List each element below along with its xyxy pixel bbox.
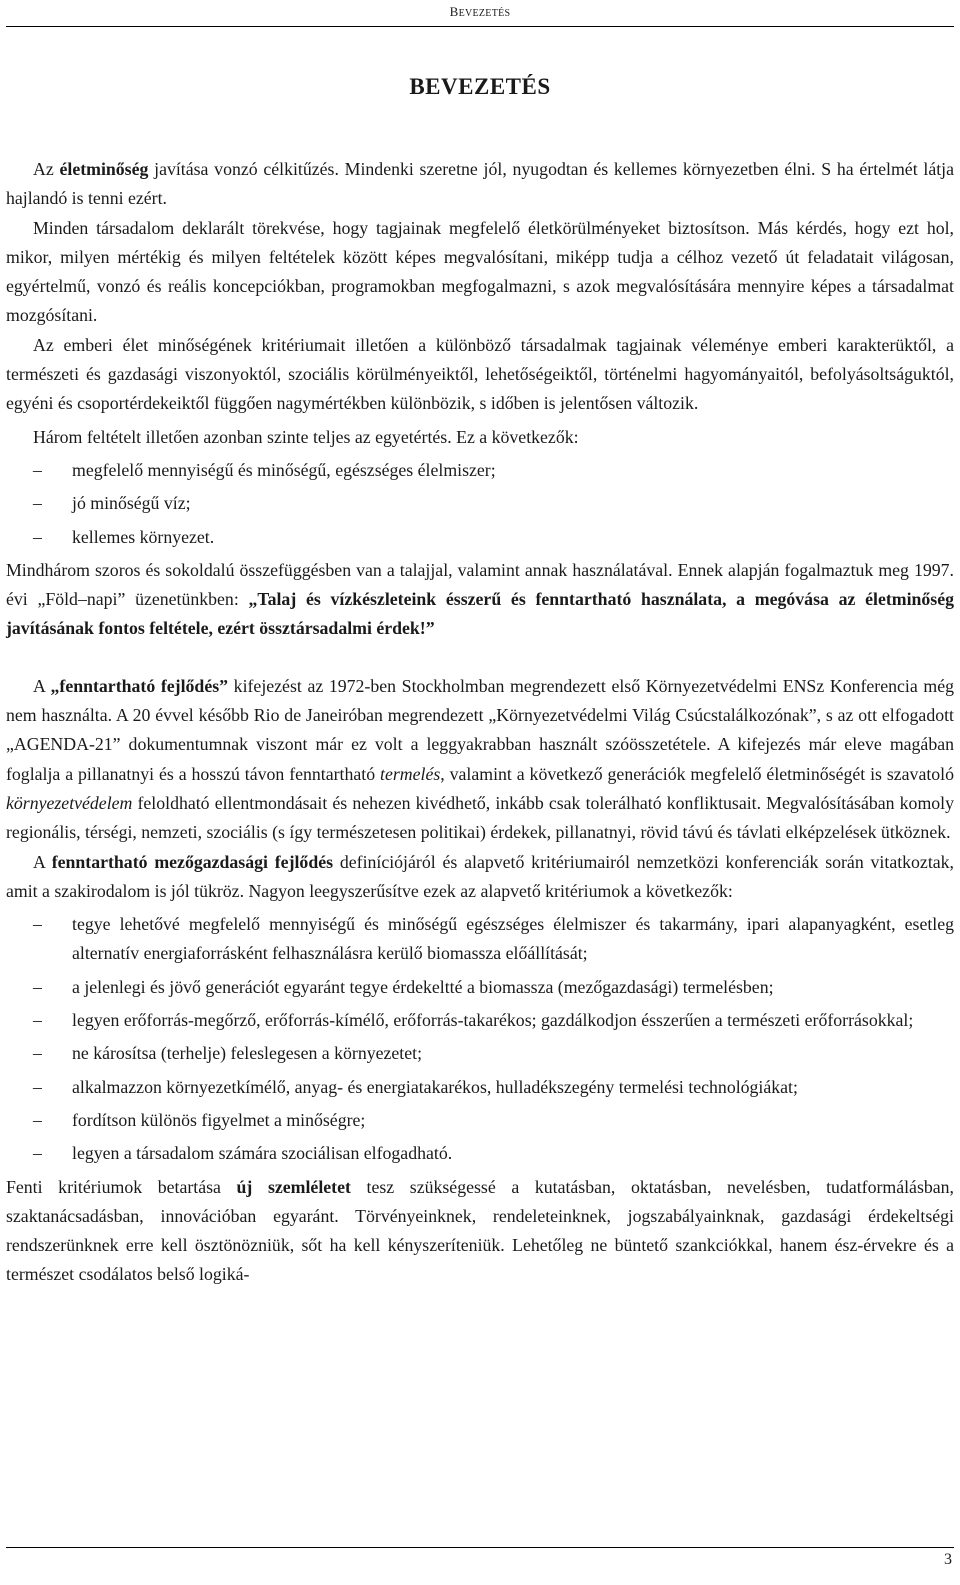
p6-text-e: , valamint a következő generációk megfelelő életminőségét is szavatoló <box>440 763 955 784</box>
list-item <box>6 910 954 969</box>
p6-bold-term: „fenntartható fejlődés” <box>50 675 229 696</box>
dash-bullet: – <box>33 526 42 547</box>
paragraph-1 <box>6 155 954 214</box>
paragraph-8 <box>6 1173 954 1290</box>
paragraph-2: Minden társadalom deklarált törekvése, hogy tagjainak megfelelő életkörülményeket biztosítson. Más kérdés, hogy ezt hol, mikor, milyen mértékig és milyen feltételek között képes megvalósítani, miképp tudja a célhoz vezető út feladatait világosan, egyértelmű, vonzó és reális koncepciókban, programokban megfogalmazni, s azok megvalósítására mennyire képes a társadalmat mozgósítani. <box>6 217 954 326</box>
list-item <box>6 1073 954 1102</box>
p7-bold-term: fenntartható mezőgazdasági fejlődés <box>51 851 334 872</box>
dash-bullet: – <box>33 1109 42 1130</box>
list-item-text: legyen a társadalom számára szociálisan elfogadható. <box>72 1143 453 1164</box>
dash-bullet: – <box>33 1010 42 1031</box>
list-item <box>6 1006 954 1035</box>
p6-italic-kornyezetvedelem: környezetvédelem <box>6 792 133 813</box>
list-item <box>6 456 954 485</box>
dash-bullet: – <box>33 1143 42 1164</box>
running-head <box>0 4 960 20</box>
list-item-text: megfelelő mennyiségű és minőségű, egészséges élelmiszer; <box>72 459 496 480</box>
p5-bold-quote: „Talaj és vízkészleteink ésszerű és fenntartható használata, a megóvása az életminőség javításának fontos feltétele, ezért össztársadalmi érdek!” <box>6 589 954 639</box>
dash-bullet: – <box>33 493 42 514</box>
page-number: 3 <box>944 1551 952 1568</box>
dash-bullet: – <box>33 976 42 997</box>
list-item-text: ne károsítsa (terhelje) feleslegesen a környezetet; <box>72 1043 423 1064</box>
list-item-text: alkalmazzon környezetkímélő, anyag- és energiatakarékos, hulladékszegény termelési technológiákat; <box>72 1076 798 1097</box>
page-title: BEVEZETÉS <box>409 74 551 99</box>
p1-bold-term: életminőség <box>59 159 149 179</box>
dash-bullet: – <box>33 914 42 935</box>
running-head-initial: B <box>449 4 459 19</box>
list-item-text: a jelenlegi és jövő generációt egyaránt tegye érdekeltté a biomassza (mezőgazdasági) termelésben; <box>72 976 774 997</box>
p8-bold-term: új szemléletet <box>236 1176 351 1197</box>
header-rule <box>6 26 954 27</box>
p8-text-a: Fenti kritériumok betartása <box>6 1176 237 1197</box>
list-item <box>6 1139 954 1168</box>
footer-rule <box>6 1547 954 1548</box>
list-item-text: tegye lehetővé megfelelő mennyiségű és minőségű egészséges élelmiszer és takarmány, ipari alapanyagként, esetleg alternatív energiaforrásként felhasználásra kerülő biomassza előállítását; <box>72 914 954 964</box>
body-text <box>6 155 954 1290</box>
dash-bullet: – <box>33 459 42 480</box>
criteria-list <box>6 910 954 1168</box>
paragraph-4: Három feltételt illetően azonban szinte teljes az egyetértés. Ez a következők: <box>33 426 579 447</box>
list-item-text: jó minőségű víz; <box>72 493 191 514</box>
list-item-text: fordítson különös figyelmet a minőségre; <box>72 1109 366 1130</box>
list-item-text: legyen erőforrás-megőrző, erőforrás-kímélő, erőforrás-takarékos; gazdálkodjon ésszerűen a természeti erőforrásokkal; <box>72 1010 914 1031</box>
p7-text-c: definíciójáról és alapvető kritériumairól nemzetközi konferenciák során vitatkoztak, amit a szakirodalom is jól tükröz. Nagyon leegyszerűsítve ezek az alapvető kritériumok a következők: <box>6 851 954 901</box>
p8-text-c: tesz szükségessé a kutatásban, oktatásban, nevelésben, tudatformálásban, szaktanácsadásban, innovációban egyaránt. Törvényeinknek, rendeleteinknek, jogszabályainknak, gazdasági érdekeltségi rendszerünknek erre kell ösztönözniük, sőt ha kell kényszeríteniük. Lehetőleg ne büntető szankciókkal, hanem ész-érvekre és a természet csodálatos belső logiká- <box>6 1176 954 1285</box>
p6-text-a: A <box>33 675 51 696</box>
p5-text: Mindhárom szoros és sokoldalú összefüggésben van a talajjal, valamint annak használatával. Ennek alapján fogalmaztuk meg 1997. évi „Föld–napi” üzenetünkben: <box>6 559 954 610</box>
p6-text-c: kifejezést az 1972-ben Stockholmban megrendezett első Környezetvédelmi ENSz Konferencia még nem használta. A 20 évvel később Rio de Janeiróban megrendezett „Környezetvédelmi Világ Csúcstalálkozónak”, s az ott elfogadott „AGENDA-21” dokumentumnak viszont már ez volt a leggyakrabban használt szóösszetétele. A kifejezés már eleve magában foglalja a pillanatnyi és a hosszú távon fenntartható <box>6 675 954 784</box>
list-item <box>6 973 954 1002</box>
list-item <box>6 1039 954 1068</box>
paragraph-5 <box>6 556 954 644</box>
basic-conditions-list <box>6 456 954 552</box>
list-item <box>6 489 954 518</box>
dash-bullet: – <box>33 1076 42 1097</box>
p6-italic-termeles: termelés <box>380 763 441 784</box>
list-item <box>6 523 954 552</box>
p1-text-a: Az <box>33 159 60 179</box>
p6-text-g: feloldható ellentmondásait és nehezen kivédhető, inkább csak tolerálható konfliktusait. Megvalósításában komoly regionális, térségi, nemzeti, szociális (s így természetesen politikai) érdekek, pillanatnyi, rövid távú és távlati elképzelések ütköznek. <box>6 792 954 843</box>
p1-text-c: javítása vonzó célkitűzés. Mindenki szeretne jól, nyugodtan és kellemes környezetben élni. S ha értelmét látja hajlandó is tenni ezért. <box>6 159 954 209</box>
paragraph-7 <box>6 848 954 907</box>
paragraph-6 <box>6 672 954 848</box>
list-item <box>6 1106 954 1135</box>
paragraph-3: Az emberi élet minőségének kritériumait illetően a különböző társadalmak tagjainak véleménye emberi karakterüktől, a természeti és gazdasági viszonyoktól, szociális körülményeiktől, lehetőségeiktől, történelmi hagyományaitól, befolyásoltságuktól, egyéni és csoportérdekeiktől függően nagymértékben különbözik, s időben is jelentősen változik. <box>6 334 954 414</box>
list-item-text: kellemes környezet. <box>72 526 215 547</box>
dash-bullet: – <box>33 1043 42 1064</box>
running-head-rest: EVEZETÉS <box>458 8 511 19</box>
p7-text-a: A <box>33 851 52 872</box>
